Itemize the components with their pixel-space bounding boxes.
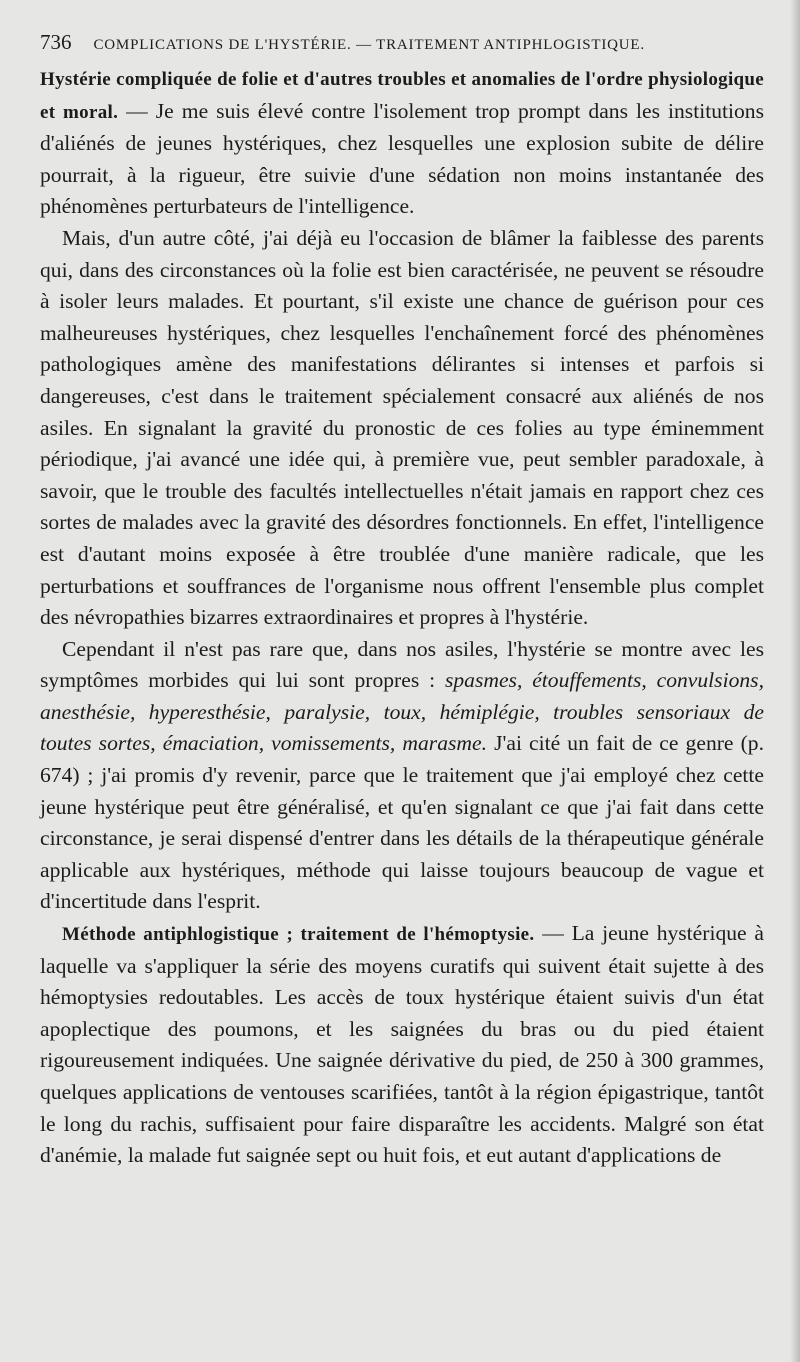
running-header <box>40 30 764 55</box>
body-text <box>40 63 764 1172</box>
page-number: 736 <box>40 30 72 54</box>
running-title: COMPLICATIONS DE L'HYSTÉRIE. — TRAITEMENT ANTIPHLOGISTIQUE. <box>93 37 645 53</box>
paragraph-text: — Je me suis élevé contre l'isolement trop prompt dans les institutions d'aliénés de jeunes hystériques, chez lesquelles une explosion subite de délire pourrait, à la rigueur, être suivie d'une sédation non moins instantanée des phénomènes perturbateurs de l'intelligence. <box>40 98 765 219</box>
section-1-paragraph-1 <box>40 63 764 223</box>
paragraph-text: Cependant il n'est pas rare que, dans nos asiles, l'hystérie se montre avec les symptômes morbides qui lui sont propres : <box>40 636 764 693</box>
paragraph-text: J'ai cité un fait de ce genre (p. 674) ; j'ai promis d'y revenir, parce que le traitement que j'ai employé chez cette jeune hystérique peut être généralisé, et qu'en signalant ce que j'ai fait dans cette circonstance, je serai dispensé d'entrer dans les détails de la thérapeutique générale applicable aux hystériques, méthode qui laisse toujours beaucoup de vague et d'incertitude dans l'esprit. <box>40 731 764 914</box>
paragraph-text: — La jeune hystérique à laquelle va s'appliquer la série des moyens curatifs qui suivent était sujette à des hémoptysies redoutables. Les accès de toux hystérique étaient suivis d'un état apoplectique des poumons, et les saignées du bras ou du pied étaient rigoureusement indiquées. Une saignée dérivative du pied, de 250 à 300 grammes, quelques applications de ventouses scarifiées, tantôt à la région épigastrique, tantôt le long du rachis, suffisaient pour faire disparaître les accidents. Malgré son état d'anémie, la malade fut saignée sept ou huit fois, et eut autant d'applications de <box>40 921 764 1168</box>
section-2-heading: Méthode antiphlogistique ; traitement de l'hémoptysie. <box>62 924 535 946</box>
symptom-list: spasmes, étouffements, convulsions, anesthésie, hyperesthésie, paralysie, toux, hémiplégie, troubles sensoriaux de toutes sortes, émaciation, vomissements, marasme. <box>40 668 764 756</box>
section-1-heading: Hystérie compliquée de folie et d'autres troubles et anomalies de l'ordre physiologique et moral. <box>40 69 764 123</box>
page-edge-shadow <box>790 0 800 1362</box>
section-1-paragraph-2: Mais, d'un autre côté, j'ai déjà eu l'occasion de blâmer la faiblesse des parents qui, dans des circonstances où la folie est bien caractérisée, ne peuvent se résoudre à isoler leurs malades. Et pourtant, s'il existe une chance de guérison pour ces malheureuses hystériques, chez lesquelles l'enchaînement forcé des phénomènes pathologiques amène des manifestations délirantes si intenses et parfois si dangereuses, c'est dans le traitement spécialement consacré aux aliénés de nos asiles. En signalant la gravité du pronostic de ces folies au type éminemment périodique, j'ai avancé une idée qui, à première vue, peut sembler paradoxale, à savoir, que le trouble des facultés intellectuelles n'était jamais en rapport chez ces sortes de malades avec la gravité des désordres fonctionnels. En effet, l'intelligence est d'autant moins exposée à être troublée d'une manière radicale, que les perturbations et souffrances de l'organisme nous offrent l'ensemble plus complet des névropathies bizarres extraordinaires et propres à l'hystérie. <box>40 225 764 630</box>
section-1-paragraph-3 <box>40 634 764 918</box>
section-2-paragraph-1 <box>40 918 764 1172</box>
